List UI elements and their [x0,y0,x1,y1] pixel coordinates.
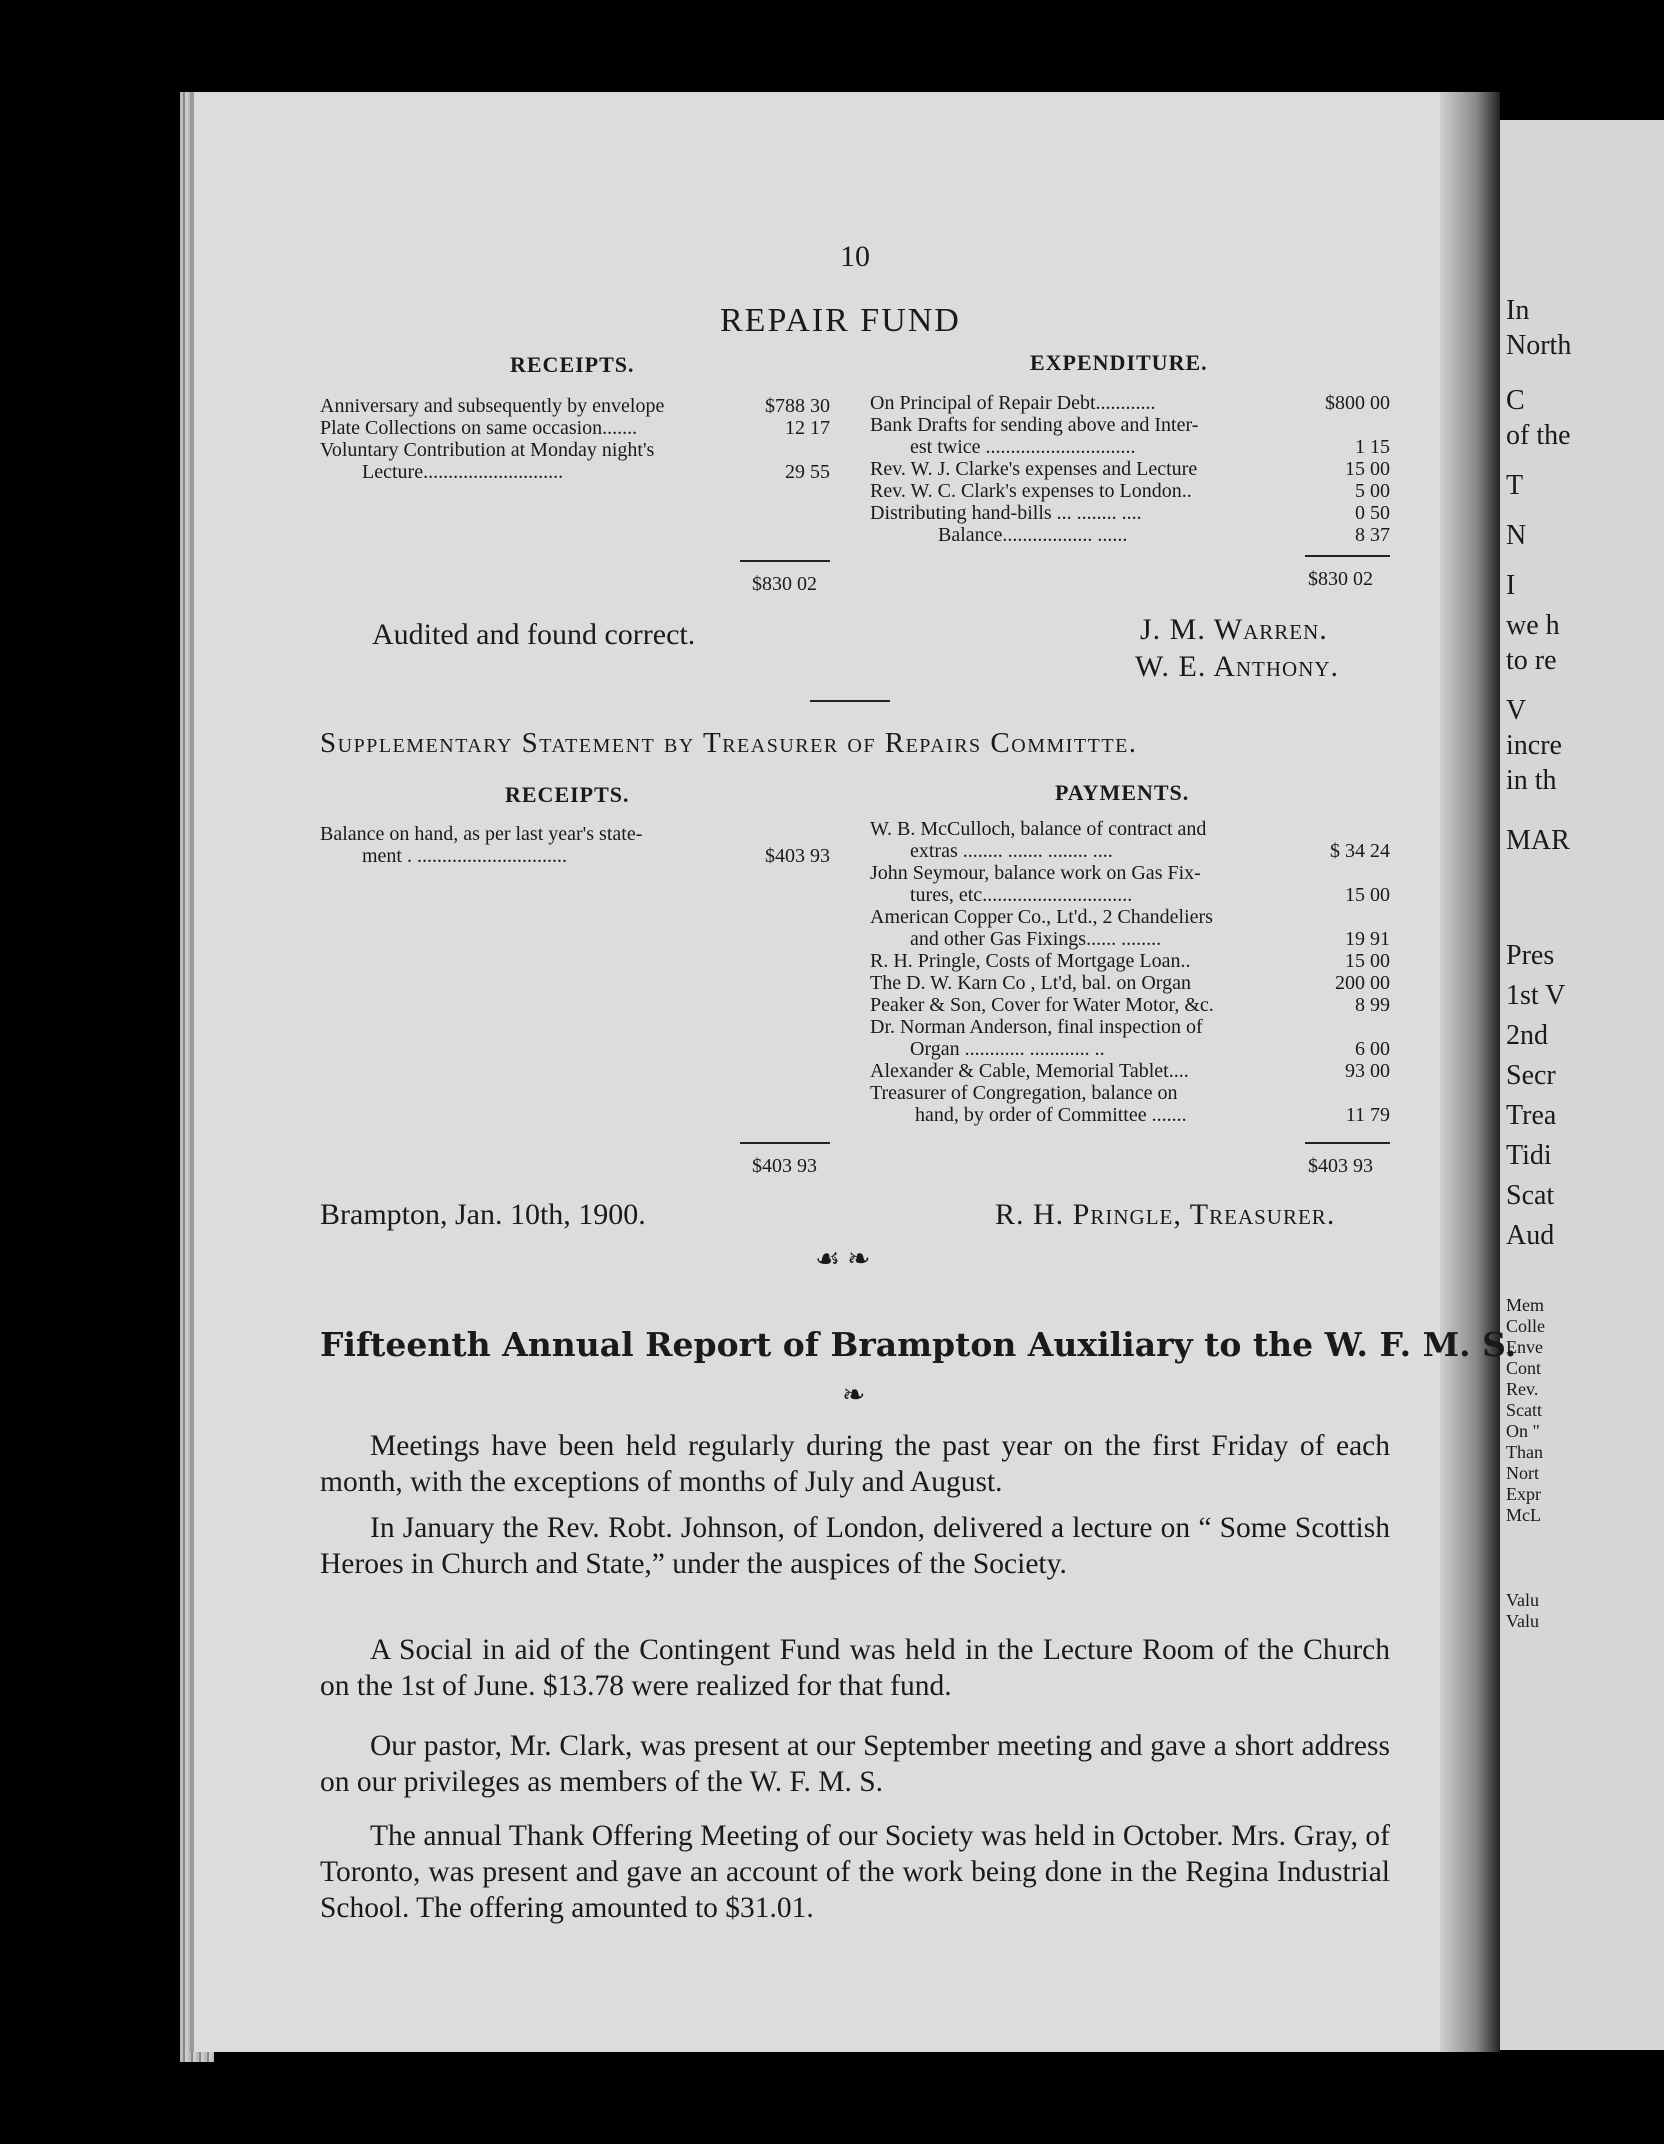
payment-amount [1300,818,1390,840]
payments-total: $403 93 [1308,1155,1373,1177]
receipt-row [362,461,830,483]
total-rule [740,1142,830,1144]
right-text: Trea [1506,1100,1557,1131]
payment-label: W. B. McCulloch, balance of contract and [870,818,1207,840]
expenditure-amount: 5 00 [1355,480,1390,502]
receipts-total: $403 93 [752,1155,817,1177]
receipt-label: Anniversary and subsequently by envelope [320,395,665,417]
receipt-row [320,823,830,845]
report-paragraph: The annual Thank Offering Meeting of our Society was held in October. Mrs. Gray, of Toronto, was present and gave an account of the work being done in the Regina Industrial School. The offering amounted to $31.01. [320,1820,1390,1924]
payment-row [910,840,1390,862]
expenditure-amount: 15 00 [1345,458,1390,480]
payments-heading: PAYMENTS. [1055,780,1190,805]
expenditure-label: Rev. W. J. Clarke's expenses and Lecture [870,458,1198,480]
right-text: Aud [1506,1220,1555,1251]
payment-label: Peaker & Son, Cover for Water Motor, &c. [870,994,1214,1016]
right-text: I [1506,570,1516,601]
expenditure-label: On Principal of Repair Debt............ [870,392,1156,414]
payment-amount [1300,906,1390,928]
payment-row [910,884,1390,906]
total-rule [740,560,830,562]
expenditure-row [870,480,1390,502]
payment-label: The D. W. Karn Co , Lt'd, bal. on Organ [870,972,1191,994]
payment-row [870,950,1390,972]
payment-amount: 8 99 [1355,994,1390,1016]
total-rule [1305,1142,1390,1144]
audited-statement: Audited and found correct. [372,618,696,651]
payment-label: tures, etc.............................. [910,884,1133,906]
right-text: N [1506,520,1527,551]
payment-label: John Seymour, balance work on Gas Fix- [870,862,1201,884]
receipts-total: $830 02 [752,573,817,595]
payment-label: Treasurer of Congregation, balance on [870,1082,1178,1104]
expenditure-label: Bank Drafts for sending above and Inter- [870,414,1199,436]
wfms-report-title: Fifteenth Annual Report of Brampton Auxiliary to the W. F. M. S. [320,1325,1517,1364]
receipt-amount [740,439,830,461]
right-text: Secr [1506,1060,1556,1091]
right-text: McL [1506,1505,1541,1525]
receipt-label: Lecture............................ [362,461,564,483]
receipt-amount: $788 30 [765,395,830,417]
receipt-row [362,845,830,867]
receipt-row [320,417,830,439]
payment-amount: $ 34 24 [1330,840,1390,862]
payment-amount: 15 00 [1345,950,1390,972]
right-text: T [1506,470,1524,501]
payment-row [870,972,1390,994]
right-text: in th [1506,765,1557,796]
payment-amount: 15 00 [1345,884,1390,906]
payment-row [870,906,1390,928]
right-text: Tidi [1506,1140,1552,1171]
right-text: On " [1506,1421,1540,1441]
expenditure-label: Rev. W. C. Clark's expenses to London.. [870,480,1192,502]
ornament: ❧ [842,1380,866,1411]
expenditure-amount: 0 50 [1355,502,1390,524]
payment-row [870,1082,1390,1104]
right-text: V [1506,695,1527,726]
right-text: Nort [1506,1463,1539,1483]
receipt-label: Voluntary Contribution at Monday night's [320,439,655,461]
treasurer-signature: R. H. Pringle, Treasurer. [995,1198,1336,1231]
right-text: to re [1506,645,1557,676]
payment-row [870,1060,1390,1082]
payment-amount [1300,1082,1390,1104]
payment-label: Alexander & Cable, Memorial Tablet.... [870,1060,1189,1082]
right-text: 1st V [1506,980,1566,1011]
receipts-heading: RECEIPTS. [510,352,635,377]
expenditure-amount: $800 00 [1325,392,1390,414]
expenditure-row [910,436,1390,458]
right-text: Valu [1506,1611,1539,1631]
receipt-label: Plate Collections on same occasion....... [320,417,638,439]
report-paragraph: Our pastor, Mr. Clark, was present at our September meeting and gave a short address on our privileges as members of the W. F. M. S. [320,1730,1390,1798]
expenditure-row [870,502,1390,524]
supplementary-title: Supplementary Statement by Treasurer of Repairs Committte. [320,727,1138,759]
right-text: Mem [1506,1295,1544,1315]
receipt-row [320,395,830,417]
receipt-amount: $403 93 [765,845,830,867]
book-gutter [1440,92,1500,2052]
right-text: Scat [1506,1180,1555,1211]
receipt-amount: 29 55 [785,461,830,483]
receipt-row [320,439,830,461]
right-text: C [1506,385,1525,416]
right-text: Scatt [1506,1400,1542,1420]
receipt-amount: 12 17 [785,417,830,439]
right-text: Colle [1506,1316,1545,1336]
payment-row [910,1038,1390,1060]
payment-amount: 6 00 [1355,1038,1390,1060]
right-page-fragment [1500,120,1664,2050]
right-text: we h [1506,610,1560,641]
payment-amount: 19 91 [1345,928,1390,950]
right-text: Valu [1506,1590,1539,1610]
payment-row [870,862,1390,884]
payment-label: American Copper Co., Lt'd., 2 Chandeliers [870,906,1213,928]
right-text: 2nd [1506,1020,1548,1051]
expenditure-row [870,392,1390,414]
payment-row [870,994,1390,1016]
expenditure-total: $830 02 [1308,568,1373,590]
right-text: incre [1506,730,1562,761]
page-number: 10 [840,240,870,273]
payment-label: Organ ............ ............ .. [910,1038,1105,1060]
expenditure-heading: EXPENDITURE. [1030,350,1208,375]
right-text: of the [1506,420,1571,451]
ornament: ☙ ❧ [815,1244,871,1275]
expenditure-row [870,458,1390,480]
auditor-name: W. E. Anthony. [1135,650,1340,683]
right-text: Enve [1506,1337,1543,1357]
payment-label: R. H. Pringle, Costs of Mortgage Loan.. [870,950,1191,972]
receipt-label: Balance on hand, as per last year's state- [320,823,643,845]
payment-label: Dr. Norman Anderson, final inspection of [870,1016,1203,1038]
report-paragraph: A Social in aid of the Contingent Fund was held in the Lecture Room of the Church on the 1st of June. $13.78 were realized for that fund. [320,1634,1390,1702]
total-rule [1305,555,1390,557]
right-text: Than [1506,1442,1543,1462]
report-paragraph: In January the Rev. Robt. Johnson, of London, delivered a lecture on “ Some Scottish Heroes in Church and State,” under the auspices of the Society. [320,1512,1390,1580]
repair-fund-title: REPAIR FUND [720,302,961,339]
payment-label: and other Gas Fixings...... ........ [910,928,1162,950]
expenditure-amount: 8 37 [1355,524,1390,546]
right-text: Rev. [1506,1379,1539,1399]
payment-amount: 11 79 [1345,1104,1390,1126]
right-text: North [1506,330,1572,361]
right-text: MAR [1506,825,1570,856]
expenditure-amount [1300,414,1390,436]
payment-label: hand, by order of Committee ....... [915,1104,1187,1126]
payment-amount: 93 00 [1345,1060,1390,1082]
right-text: In [1506,295,1530,326]
section-divider [810,700,890,702]
payment-label: extras ........ ....... ........ .... [910,840,1113,862]
payment-amount [1300,862,1390,884]
expenditure-label: Balance.................. ...... [938,524,1128,546]
right-text: Pres [1506,940,1555,971]
payment-row [870,1016,1390,1038]
auditor-name: J. M. Warren. [1140,613,1328,646]
payment-row [910,928,1390,950]
receipts-heading: RECEIPTS. [505,782,630,807]
expenditure-row [870,414,1390,436]
expenditure-row [938,524,1390,546]
expenditure-label: est twice .............................. [910,436,1136,458]
receipt-amount [740,823,830,845]
place-date: Brampton, Jan. 10th, 1900. [320,1198,646,1231]
payment-row [870,818,1390,840]
payment-amount: 200 00 [1335,972,1390,994]
payment-row [915,1104,1390,1126]
right-text: Expr [1506,1484,1541,1504]
receipt-label: ment . .............................. [362,845,567,867]
expenditure-label: Distributing hand-bills ... ........ .... [870,502,1142,524]
expenditure-amount: 1 15 [1355,436,1390,458]
report-paragraph: Meetings have been held regularly during the past year on the first Friday of each month, with the exceptions of months of July and August. [320,1430,1390,1498]
payment-amount [1300,1016,1390,1038]
right-text: Cont [1506,1358,1542,1378]
